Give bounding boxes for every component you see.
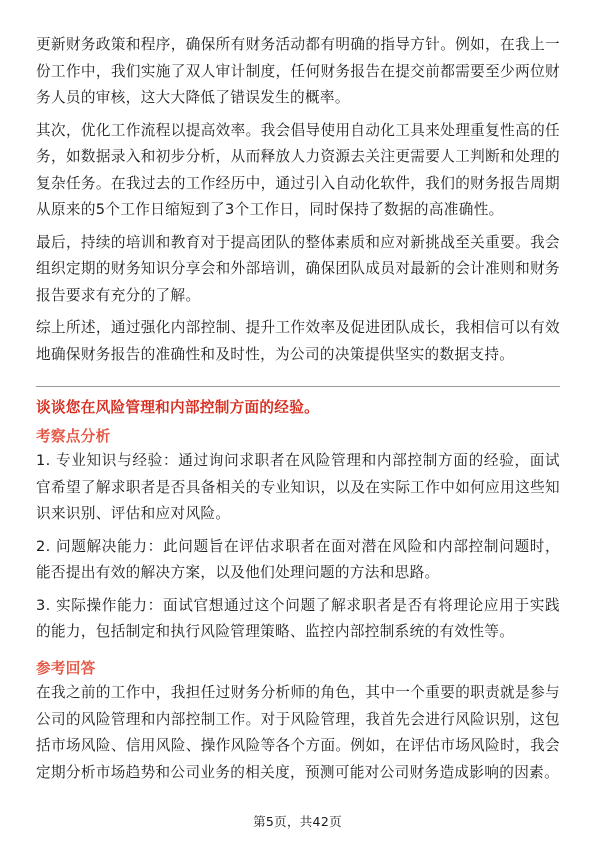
analysis-list <box>36 448 560 646</box>
paragraph-policy: 更新财务政策和程序，确保所有财务活动都有明确的指导方针。例如，在我上一份工作中，我们实施了双人审计制度，任何财务报告在提交前都需要至少两位财务人员的审核，这大大降低了错误发生的概率。 <box>36 36 560 106</box>
question-title: 谈谈您在风险管理和内部控制方面的经验。 <box>36 399 319 416</box>
analysis-heading: 考察点分析 <box>36 428 111 445</box>
analysis-item: 2. 问题解决能力：此问题旨在评估求职者在面对潜在风险和内部控制问题时，能否提出有效的解决方案，以及他们处理问题的方法和思路。 <box>36 537 560 581</box>
previous-answer-continued <box>36 32 560 368</box>
paragraph-training: 最后，持续的培训和教育对于提高团队的整体素质和应对新挑战至关重要。我会组织定期的财务知识分享会和外部培训，确保团队成员对最新的会计准则和财务报告要求有充分的了解。 <box>36 233 560 304</box>
paragraph-efficiency: 其次，优化工作流程以提高效率。我会倡导使用自动化工具来处理重复性高的任务，如数据录入和初步分析，从而释放人力资源去关注更需要人工判断和处理的复杂任务。在我过去的工作经历中，通过引入自动化软件，我们的财务报告周期从原来的5个工作日缩短到了3个工作日，同时保持了数据的高准确性。 <box>36 121 560 218</box>
answer-paragraph: 在我之前的工作中，我担任过财务分析师的角色，其中一个重要的职责就是参与公司的风险管理和内部控制工作。对于风险管理，我首先会进行风险识别，这包括市场风险、信用风险、操作风险等各个方面。例如，在评估市场风险时，我会定期分析市场趋势和公司业务的相关度，预测可能对公司财务造成影响的因素。 <box>36 684 560 781</box>
page-number: 第5页，共42页 <box>253 814 342 829</box>
analysis-item: 1. 专业知识与经验：通过询问求职者在风险管理和内部控制方面的经验，面试官希望了解求职者是否具备相关的专业知识，以及在实际工作中如何应用这些知识来识别、评估和应对风险。 <box>36 452 560 522</box>
section-divider <box>36 386 560 387</box>
paragraph-summary: 综上所述，通过强化内部控制、提升工作效率及促进团队成长，我相信可以有效地确保财务报告的准确性和及时性，为公司的决策提供坚实的数据支持。 <box>36 319 560 363</box>
answer-heading: 参考回答 <box>36 660 96 677</box>
answer-body <box>36 680 560 786</box>
analysis-item: 3. 实际操作能力：面试官想通过这个问题了解求职者是否有将理论应用于实践的能力，包括制定和执行风险管理策略、监控内部控制系统的有效性等。 <box>36 596 560 640</box>
